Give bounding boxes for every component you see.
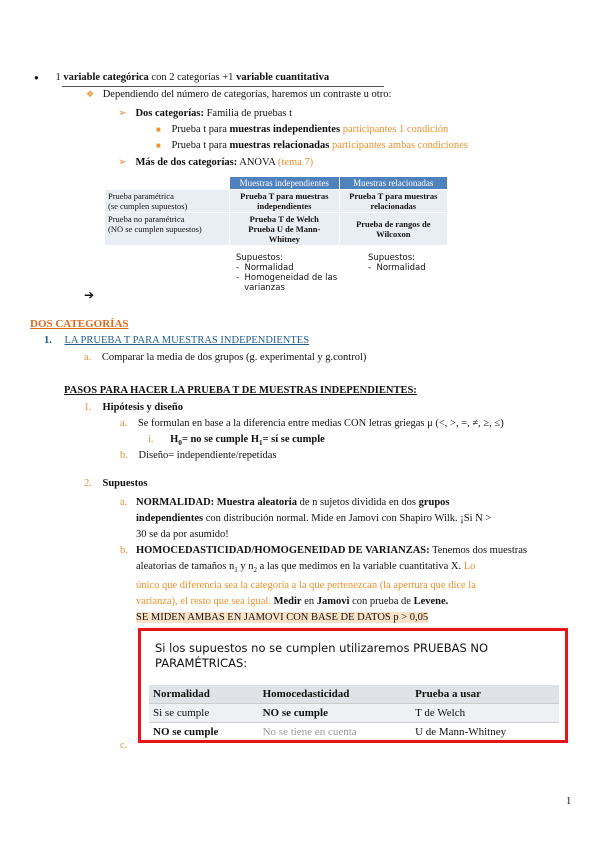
supuestos-independientes: Supuestos: - Normalidad - Homogeneidad de las varianzas xyxy=(236,253,338,293)
cell-t-independientes: Prueba T para muestras independientes xyxy=(230,190,340,213)
arrow-right-icon: ➔ xyxy=(84,288,95,302)
arrow-bullet-icon: ➢ xyxy=(118,157,127,168)
heading-prueba-t: 1. LA PRUEBA T PARA MUESTRAS INDEPENDIENTES xyxy=(44,335,310,346)
step-1a-i: i. $H_0=$ no se cumple $H_1=$ sí se cumple xyxy=(148,434,325,448)
col-normalidad: Normalidad xyxy=(149,685,259,704)
header-independientes: Muestras independientes xyxy=(230,177,340,190)
step-1: 1. Hipótesis y diseño xyxy=(84,402,184,413)
cell-welch-mann: Prueba T de Welch Prueba U de Mann- Whitney xyxy=(230,213,340,246)
pasos-title: PASOS PARA HACER LA PRUEBA T DE MUESTRAS INDEPENDIENTES: xyxy=(64,385,417,396)
bullet-dot-icon: ● xyxy=(34,73,39,82)
nonparametric-message: Si los supuestos no se cumplen utilizaremos PRUEBAS NO PARAMÉTRICAS: xyxy=(155,641,489,670)
square-bullet-icon: ■ xyxy=(156,141,161,150)
cell-t-relacionadas: Prueba T para muestras relacionadas xyxy=(339,190,447,213)
supuestos-relacionadas: Supuestos: - Normalidad xyxy=(368,253,426,273)
header-relacionadas: Muestras relacionadas xyxy=(339,177,447,190)
arrow-bullet-icon: ➢ xyxy=(118,108,127,119)
step-2b: b. HOMOCEDASTICIDAD/HOMOGENEIDAD DE VARIANZAS: Tenemos dos muestras aleatorias de tamaños $n_1$ y $n_2$ a las que medimos en la variable cuantitativa X. Lo único que diferencia sea la categoría a la que pertenezcan (la apertura que dice la varianza), el resto que sea igual. Medir en Jamovi con prueba de Levene. SE MIDEN AMBAS EN JAMOVI CON BASE DE DATOS p > 0,05 xyxy=(120,545,528,624)
table-row: Si se cumple NO se cumple T de Welch xyxy=(149,704,559,723)
tests-table xyxy=(104,176,448,246)
page-number: 1 xyxy=(566,796,572,807)
square-bullet-icon: ■ xyxy=(156,125,161,134)
step-2a: a. NORMALIDAD: Muestra aleatoria de n sujetos dividida en dos grupos independientes con distribución normal. Mide en Jamovi con Shapiro Wilk. ¡Si N > 30 se da por asumido! xyxy=(120,497,492,540)
row-label-no-parametrica: Prueba no paramétrica (NO se cumplen supuestos) xyxy=(105,213,230,246)
sub-bullet-dependiendo: ❖ Dependiendo del número de categorías, haremos un contraste u otro: xyxy=(86,89,392,100)
bullet-underline xyxy=(62,86,384,87)
col-homocedasticidad: Homocedasticidad xyxy=(259,685,411,704)
section-title: DOS CATEGORÍAS xyxy=(30,318,129,330)
row-label-parametrica: Prueba paramétrica (se cumplen supuestos) xyxy=(105,190,230,213)
nonparametric-table xyxy=(149,685,559,741)
bullet-main: ● 1 variable categórica con 2 categorías +1 variable cuantitativa xyxy=(34,72,330,83)
cell-wilcoxon: Prueba de rangos de Wilcoxon xyxy=(339,213,447,246)
col-prueba: Prueba a usar xyxy=(411,685,559,704)
item-dos-categorias: ➢ Dos categorías: Familia de pruebas t xyxy=(118,108,293,119)
item-muestras-independientes: ■ Prueba t para muestras independientes participantes 1 condición xyxy=(156,124,449,135)
step-2c: c. xyxy=(120,740,128,751)
nonparametric-box xyxy=(138,628,568,743)
heading-prueba-t-a: a. Comparar la media de dos grupos (g. experimental y g.control) xyxy=(84,352,367,363)
item-mas-de-dos: ➢ Más de dos categorías: ANOVA (tema 7) xyxy=(118,157,314,168)
item-muestras-relacionadas: ■ Prueba t para muestras relacionadas participantes ambas condiciones xyxy=(156,140,468,151)
step-1b: b. Diseño= independiente/repetidas xyxy=(120,450,277,461)
table-row: NO se cumple No se tiene en cuenta U de Mann-Whitney xyxy=(149,723,559,742)
step-2: 2. Supuestos xyxy=(84,478,148,489)
diamond-bullet-icon: ❖ xyxy=(86,89,95,99)
step-1a: a. Se formulan en base a la diferencia entre medias CON letras griegas μ (<, >, =, ≠, ≥, ≤) xyxy=(120,418,504,429)
